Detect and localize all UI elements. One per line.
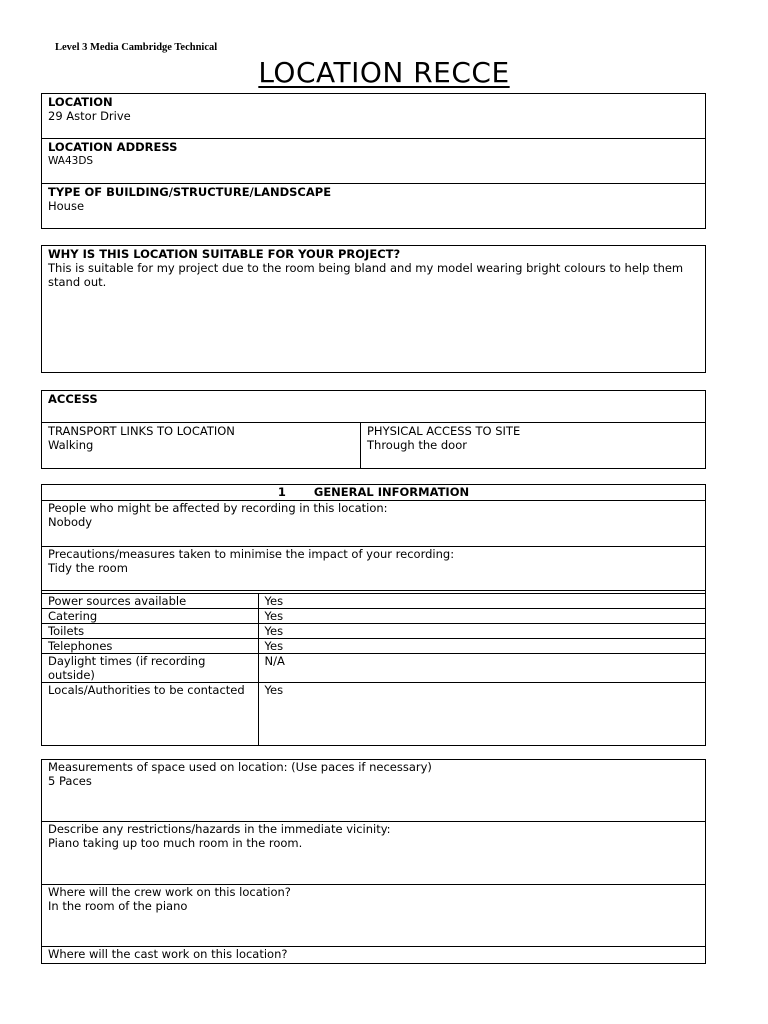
measurements-row	[42, 760, 705, 822]
physical-access-cell	[361, 423, 705, 468]
physical-access-label: PHYSICAL ACCESS TO SITE	[367, 424, 521, 438]
row-label: Toilets	[42, 624, 258, 639]
location-box	[41, 93, 706, 229]
cast-row	[42, 947, 705, 963]
row-value: Yes	[258, 594, 705, 609]
measurements-label: Measurements of space used on location: (Use paces if necessary)	[48, 760, 432, 774]
affected-row	[42, 501, 705, 547]
hazards-row	[42, 822, 705, 885]
table-row	[42, 654, 705, 683]
precautions-row	[42, 547, 705, 591]
measurements-value: 5 Paces	[48, 774, 92, 788]
row-value: Yes	[258, 683, 705, 745]
row-label: Telephones	[42, 639, 258, 654]
suitability-value: This is suitable for my project due to the room being bland and my model wearing bright colours to help them stand out.	[48, 261, 684, 289]
suitability-row	[42, 246, 705, 289]
access-heading-row	[42, 391, 705, 423]
location-label: LOCATION	[48, 95, 113, 109]
general-info-table	[42, 593, 705, 745]
type-row	[42, 184, 705, 228]
general-info-heading	[48, 485, 699, 499]
crew-value: In the room of the piano	[48, 899, 188, 913]
physical-access-value: Through the door	[367, 438, 467, 452]
precautions-value: Tidy the room	[48, 561, 128, 575]
crew-row	[42, 885, 705, 947]
location-value: 29 Astor Drive	[48, 109, 131, 123]
type-value: House	[48, 199, 85, 213]
crew-label: Where will the crew work on this location?	[48, 885, 291, 899]
general-info-box	[41, 484, 706, 746]
section-heading: GENERAL INFORMATION	[313, 485, 470, 499]
access-label: ACCESS	[48, 392, 98, 406]
address-label: LOCATION ADDRESS	[48, 140, 178, 154]
hazards-label: Describe any restrictions/hazards in the immediate vicinity:	[48, 822, 391, 836]
table-row	[42, 594, 705, 609]
general-info-heading-row	[42, 485, 705, 501]
affected-value: Nobody	[48, 515, 93, 529]
table-row	[42, 609, 705, 624]
transport-value: Walking	[48, 438, 94, 452]
row-label: Daylight times (if recording outside)	[42, 654, 258, 683]
affected-label: People who might be affected by recording in this location:	[48, 501, 388, 515]
address-row	[42, 139, 705, 184]
cast-label: Where will the cast work on this location?	[48, 947, 288, 961]
row-label: Power sources available	[42, 594, 258, 609]
precautions-label: Precautions/measures taken to minimise the impact of your recording:	[48, 547, 455, 561]
type-label: TYPE OF BUILDING/STRUCTURE/LANDSCAPE	[48, 185, 332, 199]
location-row	[42, 94, 705, 139]
hazards-value: Piano taking up too much room in the room.	[48, 836, 303, 850]
row-value: Yes	[258, 609, 705, 624]
transport-cell	[42, 423, 361, 468]
table-row	[42, 639, 705, 654]
suitability-box	[41, 245, 706, 373]
table-row	[42, 624, 705, 639]
address-value: WA43DS	[48, 155, 94, 167]
page-title: LOCATION RECCE	[258, 56, 510, 89]
access-split-row	[42, 423, 705, 468]
section-number: 1	[277, 485, 286, 499]
header-note: Level 3 Media Cambridge Technical	[55, 42, 218, 53]
row-label: Catering	[42, 609, 258, 624]
table-row	[42, 683, 705, 745]
details-box	[41, 759, 706, 964]
gi-table-wrapper	[42, 593, 705, 745]
row-value: Yes	[258, 639, 705, 654]
row-value: N/A	[258, 654, 705, 683]
row-value: Yes	[258, 624, 705, 639]
access-box	[41, 390, 706, 469]
row-label: Locals/Authorities to be contacted	[42, 683, 258, 745]
suitability-label: WHY IS THIS LOCATION SUITABLE FOR YOUR PROJECT?	[48, 247, 401, 261]
transport-label: TRANSPORT LINKS TO LOCATION	[48, 424, 235, 438]
